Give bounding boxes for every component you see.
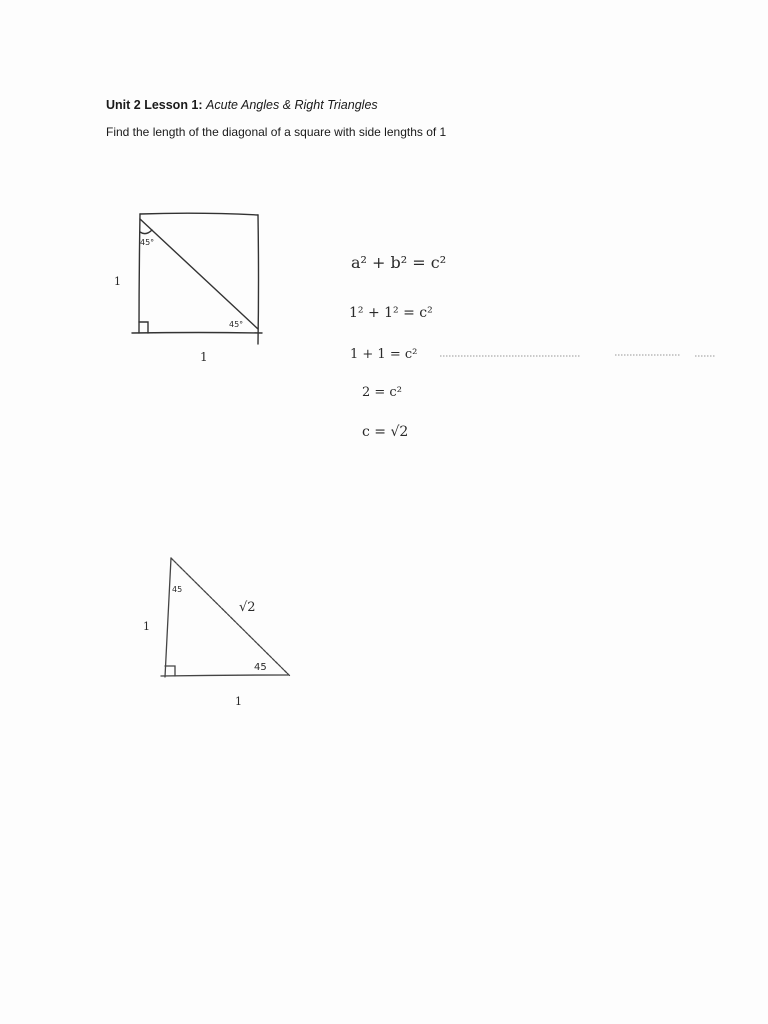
work-steps (349, 253, 715, 440)
square-bottom-side (132, 333, 262, 334)
lesson-heading-title: Acute Angles & Right Triangles (206, 98, 378, 112)
square-angle-bottom-label: 45° (229, 320, 244, 329)
work-step-1: a² + b² = c² (351, 253, 447, 272)
work-step-3: 1 + 1 = c² (350, 347, 418, 362)
triangle-hypotenuse-label: √2 (239, 600, 256, 615)
triangle-angle-top-label: 45 (172, 585, 183, 594)
scan-dotted-line (440, 355, 715, 356)
work-step-5: c = √2 (362, 424, 409, 440)
work-step-2: 1² + 1² = c² (349, 305, 433, 321)
triangle-figure (161, 558, 290, 677)
square-diagonal (140, 219, 258, 329)
lesson-heading-prefix: Unit 2 Lesson 1: (106, 98, 203, 112)
square-right-angle-mark (139, 322, 148, 333)
triangle-side-left-label: 1 (143, 620, 150, 633)
square-angle-top-label: 45° (140, 238, 155, 247)
triangle-left-side (165, 558, 171, 677)
square-top-side (140, 213, 258, 215)
triangle-hypotenuse (171, 558, 290, 676)
triangle-side-bottom-label: 1 (235, 695, 242, 708)
work-step-4: 2 = c² (362, 385, 402, 400)
square-side-left-label: 1 (114, 275, 121, 288)
square-right-side (258, 215, 259, 344)
square-top-angle-arc (140, 230, 152, 234)
square-side-bottom-label: 1 (200, 350, 208, 364)
problem-prompt: Find the length of the diagonal of a square with side lengths of 1 (106, 125, 447, 139)
triangle-angle-bottom-label: 45 (254, 662, 267, 673)
triangle-right-angle-mark (165, 666, 175, 676)
triangle-bottom-side (161, 675, 288, 676)
